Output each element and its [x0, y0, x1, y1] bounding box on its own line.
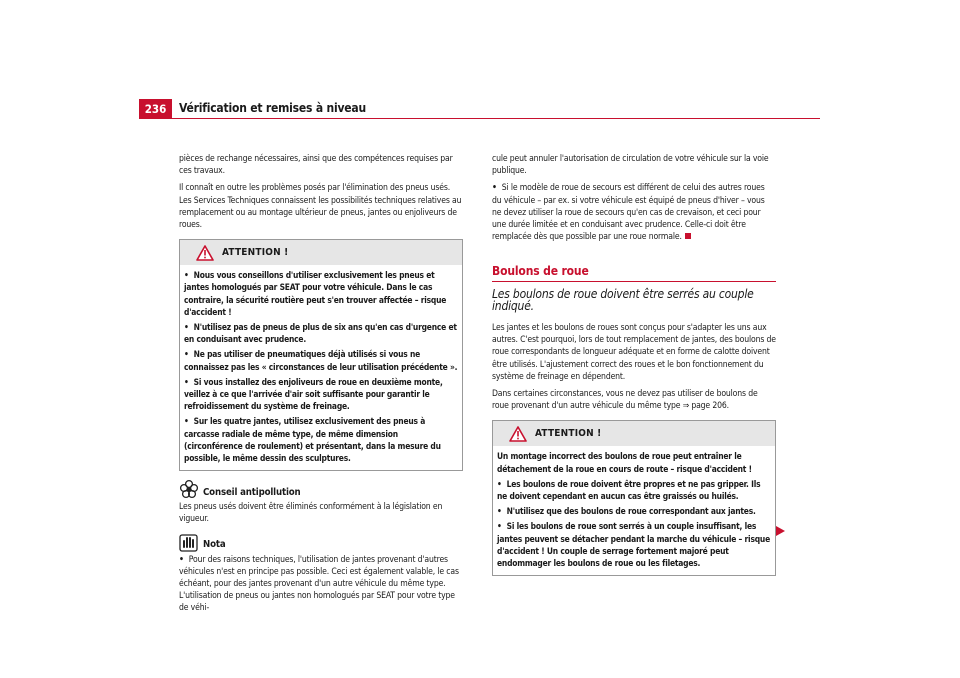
end-square-icon	[685, 233, 691, 239]
warning-title: ATTENTION !	[222, 246, 289, 258]
list-item: • Les boulons de roue doivent être propres et ne pas gripper. Ils ne doivent cependant en aucun cas être graissés ou huilés.	[497, 478, 761, 502]
note-hand-icon	[179, 534, 199, 552]
left-column	[179, 153, 463, 620]
warning-body	[180, 269, 462, 464]
eco-heading	[179, 479, 463, 499]
list-item: • Sur les quatre jantes, utilisez exclusivement des pneus à carcasse radiale de même type, de même dimension (circonférence de roulement) et présentant, dans la mesure du possible, le même dessin des sculptures.	[184, 416, 441, 464]
page-number: 236	[139, 99, 172, 118]
warning-body	[493, 450, 775, 569]
section-subtitle: Les boulons de roue doivent être serrés au couple indiqué.	[492, 286, 754, 313]
list-item: • Si les boulons de roue sont serrés à un couple insuffisant, les jantes peuvent se détacher pendant la marche du véhicule – risque d'accident ! Un couple de serrage fortement majoré peut endommager les boulons de roue ou les filetages.	[497, 521, 770, 569]
eco-title: Conseil antipollution	[203, 487, 301, 499]
note-text: Pour des raisons techniques, l'utilisation de jantes provenant d'autres véhicules n'est en principe pas possible. Ceci est également valable, le cas échéant, pour des jantes provenant d'un autre véhicule du même type. L'utilisation de pneus ou jantes non homologués par SEAT pour votre type de véhi-	[179, 554, 459, 614]
paragraph: Les jantes et les boulons de roues sont conçus pour s'adapter les uns aux autres. C'est pourquoi, lors de tout remplacement de jantes, des boulons de roue correspondants de longueur adéquate et en forme de calotte doivent être utilisés. L'ajustement correct des roues et le bon fonctionnement du système de freinage en dépendent.	[492, 323, 776, 382]
warning-intro: Un montage incorrect des boulons de roue peut entraîner le détachement de la roue en cours de route – risque d'accident !	[497, 451, 752, 474]
list-item: • Nous vous conseillons d'utiliser exclusivement les pneus et jantes homologués par SEAT pour votre véhicule. Dans le cas contraire, la sécurité routière peut s'en trouver affectée – risque d'accident !	[184, 270, 447, 317]
list-item: • N'utilisez que des boulons de roue correspondant aux jantes.	[497, 506, 756, 517]
header-divider	[139, 118, 820, 119]
list-item: • Si vous installez des enjoliveurs de roue en deuxième monte, veillez à ce que l'arrivée d'air soit suffisante pour garantir le refroidissement du système de freinage.	[184, 376, 443, 412]
eco-flower-icon	[179, 479, 199, 499]
list-item: • Pour des raisons techniques, l'utilisation de jantes provenant d'autres véhicules n'est en principe pas possible. Ceci est également valable, le cas échéant, pour des jantes provenant d'un autre véhicule du même type. L'utilisation de pneus ou jantes non homologués par SEAT pour votre type de véhi-	[179, 554, 459, 614]
list-item: • Si le modèle de roue de secours est différent de celui des autres roues du véhicule – par ex. si votre véhicule est équipé de pneus d'hiver – vous ne devez utiliser la roue de secours qu'en cas de crevaison, et ceci pour une durée limitée et en conduisant avec prudence. Celle-ci doit être remplacée dès que possible par une roue normale.	[492, 183, 765, 243]
page-header-title: Vérification et remises à niveau	[179, 101, 366, 115]
continue-arrow-icon	[776, 526, 785, 536]
warning-box	[492, 420, 776, 576]
list-item: • N'utilisez pas de pneus de plus de six ans qu'en cas d'urgence et en conduisant avec prudence.	[184, 322, 457, 345]
warning-header	[493, 421, 775, 446]
note-title: Nota	[203, 539, 226, 551]
warning-header	[180, 240, 462, 265]
paragraph: cule peut annuler l'autorisation de circulation de votre véhicule sur la voie publique.	[492, 154, 769, 177]
paragraph: pièces de rechange nécessaires, ainsi que des compétences requises par ces travaux.	[179, 154, 453, 177]
warning-triangle-icon	[196, 245, 214, 261]
right-column	[492, 153, 776, 584]
paragraph: Dans certaines circonstances, vous ne devez pas utiliser de boulons de roue provenant d'un autre véhicule du même type ⇒ page 206.	[492, 389, 758, 412]
warning-triangle-icon	[509, 426, 527, 442]
note-heading	[179, 534, 463, 552]
list-item: • Ne pas utiliser de pneumatiques déjà utilisés si vous ne connaissez pas les « circonstances de leur utilisation précédente ».	[184, 349, 458, 372]
warning-box	[179, 239, 463, 471]
paragraph: Il connaît en outre les problèmes posés par l'élimination des pneus usés. Les Services Techniques connaissent les possibilités techniques relatives au remplacement ou au montage ultérieur de pneus, jantes ou enjoliveurs de roues.	[179, 183, 462, 231]
eco-text: Les pneus usés doivent être éliminés conformément à la législation en vigueur.	[179, 502, 443, 525]
warning-title: ATTENTION !	[535, 427, 602, 439]
section-title: Boulons de roue	[492, 265, 776, 281]
